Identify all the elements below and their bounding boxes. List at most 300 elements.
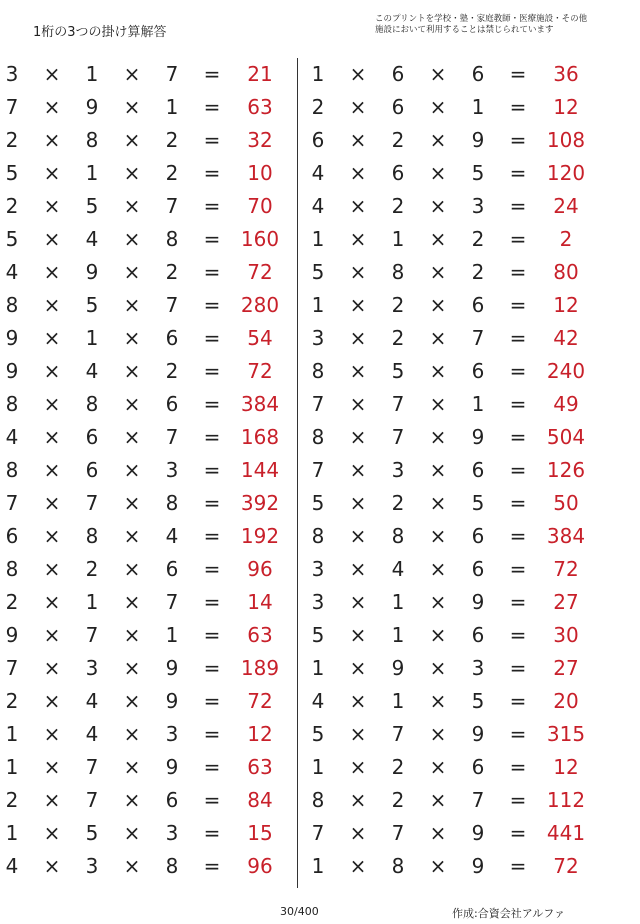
answer: 27: [553, 590, 579, 614]
equals-symbol: =: [203, 689, 221, 713]
problem-row: [0, 355, 300, 388]
problem-row: [306, 520, 606, 553]
operand-b: 6: [391, 161, 405, 185]
operand-a: 9: [5, 326, 19, 350]
operand-c: 2: [165, 359, 179, 383]
equals-symbol: =: [203, 128, 221, 152]
equals-symbol: =: [509, 359, 527, 383]
times-symbol: ×: [349, 755, 367, 779]
problem-row: [0, 223, 300, 256]
operand-c: 6: [471, 62, 485, 86]
equals-symbol: =: [509, 557, 527, 581]
problem-row: [306, 553, 606, 586]
usage-notice-line-1: このプリントを学校・塾・家庭教師・医療施設・その他: [375, 14, 588, 24]
operand-b: 1: [391, 689, 405, 713]
answer: 72: [247, 260, 273, 284]
answer: 30: [553, 623, 579, 647]
times-symbol: ×: [349, 425, 367, 449]
equals-symbol: =: [509, 326, 527, 350]
equals-symbol: =: [509, 95, 527, 119]
times-symbol: ×: [123, 854, 141, 878]
operand-a: 3: [311, 557, 325, 581]
operand-c: 7: [165, 62, 179, 86]
operand-c: 3: [471, 656, 485, 680]
operand-a: 9: [5, 359, 19, 383]
equals-symbol: =: [509, 755, 527, 779]
times-symbol: ×: [349, 788, 367, 812]
operand-c: 5: [471, 491, 485, 515]
problem-row: [306, 619, 606, 652]
times-symbol: ×: [429, 62, 447, 86]
operand-b: 1: [85, 62, 99, 86]
answer: 20: [553, 689, 579, 713]
operand-a: 2: [5, 128, 19, 152]
answer: 42: [553, 326, 579, 350]
operand-a: 7: [5, 491, 19, 515]
problem-row: [306, 487, 606, 520]
problem-row: [0, 718, 300, 751]
times-symbol: ×: [349, 95, 367, 119]
answer: 2: [559, 227, 573, 251]
operand-c: 7: [165, 590, 179, 614]
answer: 80: [553, 260, 579, 284]
times-symbol: ×: [123, 227, 141, 251]
times-symbol: ×: [349, 458, 367, 482]
operand-c: 6: [471, 293, 485, 317]
answer: 96: [247, 854, 273, 878]
operand-a: 7: [5, 95, 19, 119]
worksheet-title: 1桁の3つの掛け算解答: [33, 25, 167, 40]
times-symbol: ×: [429, 326, 447, 350]
times-symbol: ×: [349, 821, 367, 845]
times-symbol: ×: [349, 491, 367, 515]
times-symbol: ×: [123, 260, 141, 284]
times-symbol: ×: [349, 194, 367, 218]
times-symbol: ×: [43, 821, 61, 845]
operand-a: 6: [311, 128, 325, 152]
times-symbol: ×: [349, 359, 367, 383]
equals-symbol: =: [509, 458, 527, 482]
problem-row: [306, 256, 606, 289]
equals-symbol: =: [509, 425, 527, 449]
equals-symbol: =: [509, 227, 527, 251]
times-symbol: ×: [429, 95, 447, 119]
operand-a: 1: [311, 854, 325, 878]
operand-a: 1: [5, 821, 19, 845]
answer: 160: [240, 227, 280, 251]
times-symbol: ×: [43, 623, 61, 647]
problem-row: [0, 487, 300, 520]
operand-c: 9: [165, 689, 179, 713]
answer: 192: [240, 524, 280, 548]
problem-row: [0, 190, 300, 223]
times-symbol: ×: [43, 491, 61, 515]
times-symbol: ×: [429, 260, 447, 284]
equals-symbol: =: [203, 392, 221, 416]
problem-row: [0, 91, 300, 124]
problem-row: [306, 223, 606, 256]
operand-b: 8: [391, 260, 405, 284]
times-symbol: ×: [123, 788, 141, 812]
times-symbol: ×: [349, 392, 367, 416]
times-symbol: ×: [123, 557, 141, 581]
problem-row: [0, 553, 300, 586]
answer: 441: [546, 821, 586, 845]
operand-b: 1: [391, 590, 405, 614]
times-symbol: ×: [123, 458, 141, 482]
equals-symbol: =: [509, 524, 527, 548]
operand-a: 5: [5, 227, 19, 251]
operand-a: 2: [5, 194, 19, 218]
times-symbol: ×: [429, 557, 447, 581]
operand-b: 9: [85, 260, 99, 284]
answer: 72: [553, 854, 579, 878]
times-symbol: ×: [43, 260, 61, 284]
times-symbol: ×: [349, 326, 367, 350]
times-symbol: ×: [429, 161, 447, 185]
operand-b: 8: [391, 524, 405, 548]
operand-b: 6: [85, 425, 99, 449]
answer: 72: [247, 689, 273, 713]
operand-b: 2: [391, 293, 405, 317]
operand-a: 1: [311, 755, 325, 779]
answer: 392: [240, 491, 280, 515]
answer: 12: [247, 722, 273, 746]
equals-symbol: =: [203, 161, 221, 185]
answer: 240: [546, 359, 586, 383]
times-symbol: ×: [429, 788, 447, 812]
operand-b: 7: [85, 788, 99, 812]
operand-c: 9: [165, 656, 179, 680]
answer: 315: [546, 722, 586, 746]
operand-b: 4: [85, 359, 99, 383]
problem-row: [0, 124, 300, 157]
operand-b: 5: [85, 821, 99, 845]
operand-c: 9: [471, 854, 485, 878]
operand-c: 1: [165, 623, 179, 647]
operand-c: 5: [471, 161, 485, 185]
operand-c: 3: [471, 194, 485, 218]
operand-c: 2: [471, 260, 485, 284]
problem-row: [306, 784, 606, 817]
times-symbol: ×: [429, 656, 447, 680]
operand-b: 2: [391, 755, 405, 779]
operand-c: 6: [471, 623, 485, 647]
answer: 10: [247, 161, 273, 185]
operand-a: 7: [5, 656, 19, 680]
operand-b: 7: [391, 425, 405, 449]
equals-symbol: =: [203, 359, 221, 383]
times-symbol: ×: [429, 722, 447, 746]
problem-row: [0, 289, 300, 322]
operand-c: 7: [471, 788, 485, 812]
times-symbol: ×: [123, 62, 141, 86]
equals-symbol: =: [203, 194, 221, 218]
equals-symbol: =: [203, 788, 221, 812]
operand-a: 8: [5, 458, 19, 482]
times-symbol: ×: [349, 557, 367, 581]
times-symbol: ×: [43, 590, 61, 614]
operand-c: 3: [165, 458, 179, 482]
operand-b: 7: [391, 722, 405, 746]
answer: 84: [247, 788, 273, 812]
equals-symbol: =: [203, 524, 221, 548]
operand-a: 4: [311, 161, 325, 185]
problem-row: [0, 322, 300, 355]
operand-c: 6: [471, 524, 485, 548]
operand-b: 7: [85, 491, 99, 515]
problem-row: [0, 157, 300, 190]
problem-row: [306, 91, 606, 124]
operand-a: 8: [311, 524, 325, 548]
times-symbol: ×: [349, 161, 367, 185]
equals-symbol: =: [203, 623, 221, 647]
times-symbol: ×: [43, 788, 61, 812]
answer: 15: [247, 821, 273, 845]
times-symbol: ×: [429, 491, 447, 515]
times-symbol: ×: [123, 722, 141, 746]
operand-a: 5: [5, 161, 19, 185]
times-symbol: ×: [123, 623, 141, 647]
problem-row: [306, 586, 606, 619]
operand-a: 8: [5, 392, 19, 416]
operand-a: 5: [311, 260, 325, 284]
operand-a: 4: [5, 425, 19, 449]
operand-b: 6: [391, 62, 405, 86]
times-symbol: ×: [429, 524, 447, 548]
operand-a: 1: [5, 755, 19, 779]
problem-row: [306, 685, 606, 718]
operand-c: 6: [165, 392, 179, 416]
times-symbol: ×: [123, 491, 141, 515]
times-symbol: ×: [43, 458, 61, 482]
times-symbol: ×: [123, 161, 141, 185]
operand-b: 9: [391, 656, 405, 680]
equals-symbol: =: [203, 557, 221, 581]
equals-symbol: =: [509, 722, 527, 746]
times-symbol: ×: [43, 62, 61, 86]
times-symbol: ×: [123, 128, 141, 152]
usage-notice-line-2: 施設において利用することは禁じられています: [375, 25, 554, 35]
operand-b: 2: [391, 194, 405, 218]
operand-b: 2: [85, 557, 99, 581]
times-symbol: ×: [43, 524, 61, 548]
equals-symbol: =: [203, 425, 221, 449]
equals-symbol: =: [203, 260, 221, 284]
equals-symbol: =: [509, 788, 527, 812]
operand-c: 6: [471, 755, 485, 779]
answer: 12: [553, 293, 579, 317]
problem-row: [0, 58, 300, 91]
times-symbol: ×: [43, 656, 61, 680]
operand-a: 2: [5, 689, 19, 713]
times-symbol: ×: [123, 689, 141, 713]
operand-b: 2: [391, 128, 405, 152]
operand-c: 6: [471, 458, 485, 482]
problem-row: [0, 850, 300, 883]
answer: 63: [247, 623, 273, 647]
operand-a: 2: [311, 95, 325, 119]
operand-a: 1: [311, 656, 325, 680]
times-symbol: ×: [43, 689, 61, 713]
problem-row: [306, 355, 606, 388]
equals-symbol: =: [509, 623, 527, 647]
problem-row: [306, 850, 606, 883]
times-symbol: ×: [123, 821, 141, 845]
answer: 126: [546, 458, 586, 482]
equals-symbol: =: [509, 260, 527, 284]
equals-symbol: =: [203, 227, 221, 251]
times-symbol: ×: [349, 260, 367, 284]
operand-c: 9: [471, 425, 485, 449]
times-symbol: ×: [349, 689, 367, 713]
operand-c: 2: [471, 227, 485, 251]
times-symbol: ×: [349, 227, 367, 251]
operand-b: 2: [391, 491, 405, 515]
equals-symbol: =: [509, 689, 527, 713]
equals-symbol: =: [509, 194, 527, 218]
times-symbol: ×: [123, 326, 141, 350]
problem-row: [0, 454, 300, 487]
equals-symbol: =: [509, 293, 527, 317]
usage-notice: [375, 14, 587, 36]
equals-symbol: =: [203, 491, 221, 515]
answer: 12: [553, 95, 579, 119]
equals-symbol: =: [509, 161, 527, 185]
answer: 280: [240, 293, 280, 317]
answer: 96: [247, 557, 273, 581]
times-symbol: ×: [43, 755, 61, 779]
times-symbol: ×: [43, 161, 61, 185]
operand-b: 4: [85, 722, 99, 746]
times-symbol: ×: [429, 755, 447, 779]
operand-c: 9: [471, 722, 485, 746]
operand-b: 1: [85, 326, 99, 350]
times-symbol: ×: [123, 95, 141, 119]
problem-row: [306, 124, 606, 157]
operand-a: 4: [5, 854, 19, 878]
operand-c: 2: [165, 161, 179, 185]
times-symbol: ×: [429, 128, 447, 152]
times-symbol: ×: [123, 590, 141, 614]
times-symbol: ×: [429, 227, 447, 251]
times-symbol: ×: [43, 359, 61, 383]
equals-symbol: =: [203, 458, 221, 482]
operand-b: 5: [391, 359, 405, 383]
times-symbol: ×: [349, 590, 367, 614]
answer: 50: [553, 491, 579, 515]
operand-c: 8: [165, 227, 179, 251]
operand-a: 2: [5, 788, 19, 812]
equals-symbol: =: [509, 854, 527, 878]
times-symbol: ×: [43, 854, 61, 878]
problem-row: [306, 190, 606, 223]
operand-b: 5: [85, 293, 99, 317]
operand-b: 3: [85, 656, 99, 680]
answer: 63: [247, 95, 273, 119]
times-symbol: ×: [123, 425, 141, 449]
equals-symbol: =: [509, 392, 527, 416]
times-symbol: ×: [43, 425, 61, 449]
operand-c: 5: [471, 689, 485, 713]
equals-symbol: =: [509, 821, 527, 845]
operand-a: 1: [5, 722, 19, 746]
operand-c: 2: [165, 260, 179, 284]
times-symbol: ×: [123, 656, 141, 680]
answer: 12: [553, 755, 579, 779]
operand-c: 6: [165, 557, 179, 581]
answer: 168: [240, 425, 280, 449]
operand-b: 1: [391, 623, 405, 647]
answer: 27: [553, 656, 579, 680]
equals-symbol: =: [203, 326, 221, 350]
operand-b: 9: [85, 95, 99, 119]
operand-c: 8: [165, 491, 179, 515]
equals-symbol: =: [203, 755, 221, 779]
equals-symbol: =: [203, 656, 221, 680]
problem-row: [0, 784, 300, 817]
operand-b: 8: [85, 392, 99, 416]
operand-b: 2: [391, 326, 405, 350]
operand-a: 8: [311, 788, 325, 812]
page-number: 30/400: [280, 905, 319, 918]
times-symbol: ×: [43, 227, 61, 251]
answer: 32: [247, 128, 273, 152]
operand-a: 8: [5, 293, 19, 317]
operand-c: 1: [471, 95, 485, 119]
answer: 384: [240, 392, 280, 416]
operand-a: 5: [311, 722, 325, 746]
times-symbol: ×: [349, 62, 367, 86]
times-symbol: ×: [123, 755, 141, 779]
times-symbol: ×: [429, 458, 447, 482]
operand-b: 6: [391, 95, 405, 119]
times-symbol: ×: [349, 623, 367, 647]
problem-row: [0, 619, 300, 652]
operand-b: 7: [391, 821, 405, 845]
operand-b: 8: [391, 854, 405, 878]
times-symbol: ×: [429, 425, 447, 449]
operand-a: 8: [311, 359, 325, 383]
problem-row: [306, 652, 606, 685]
operand-a: 3: [311, 326, 325, 350]
times-symbol: ×: [43, 293, 61, 317]
operand-b: 7: [85, 755, 99, 779]
times-symbol: ×: [349, 854, 367, 878]
operand-a: 7: [311, 458, 325, 482]
operand-b: 6: [85, 458, 99, 482]
problem-row: [306, 751, 606, 784]
operand-a: 1: [311, 227, 325, 251]
times-symbol: ×: [43, 326, 61, 350]
operand-a: 8: [5, 557, 19, 581]
times-symbol: ×: [429, 623, 447, 647]
operand-c: 1: [165, 95, 179, 119]
times-symbol: ×: [429, 293, 447, 317]
operand-b: 1: [391, 227, 405, 251]
equals-symbol: =: [203, 722, 221, 746]
operand-a: 9: [5, 623, 19, 647]
operand-a: 4: [5, 260, 19, 284]
times-symbol: ×: [123, 524, 141, 548]
operand-b: 4: [85, 689, 99, 713]
operand-c: 6: [165, 326, 179, 350]
operand-a: 3: [311, 590, 325, 614]
problem-row: [0, 586, 300, 619]
operand-a: 7: [311, 392, 325, 416]
operand-a: 1: [311, 293, 325, 317]
times-symbol: ×: [43, 392, 61, 416]
